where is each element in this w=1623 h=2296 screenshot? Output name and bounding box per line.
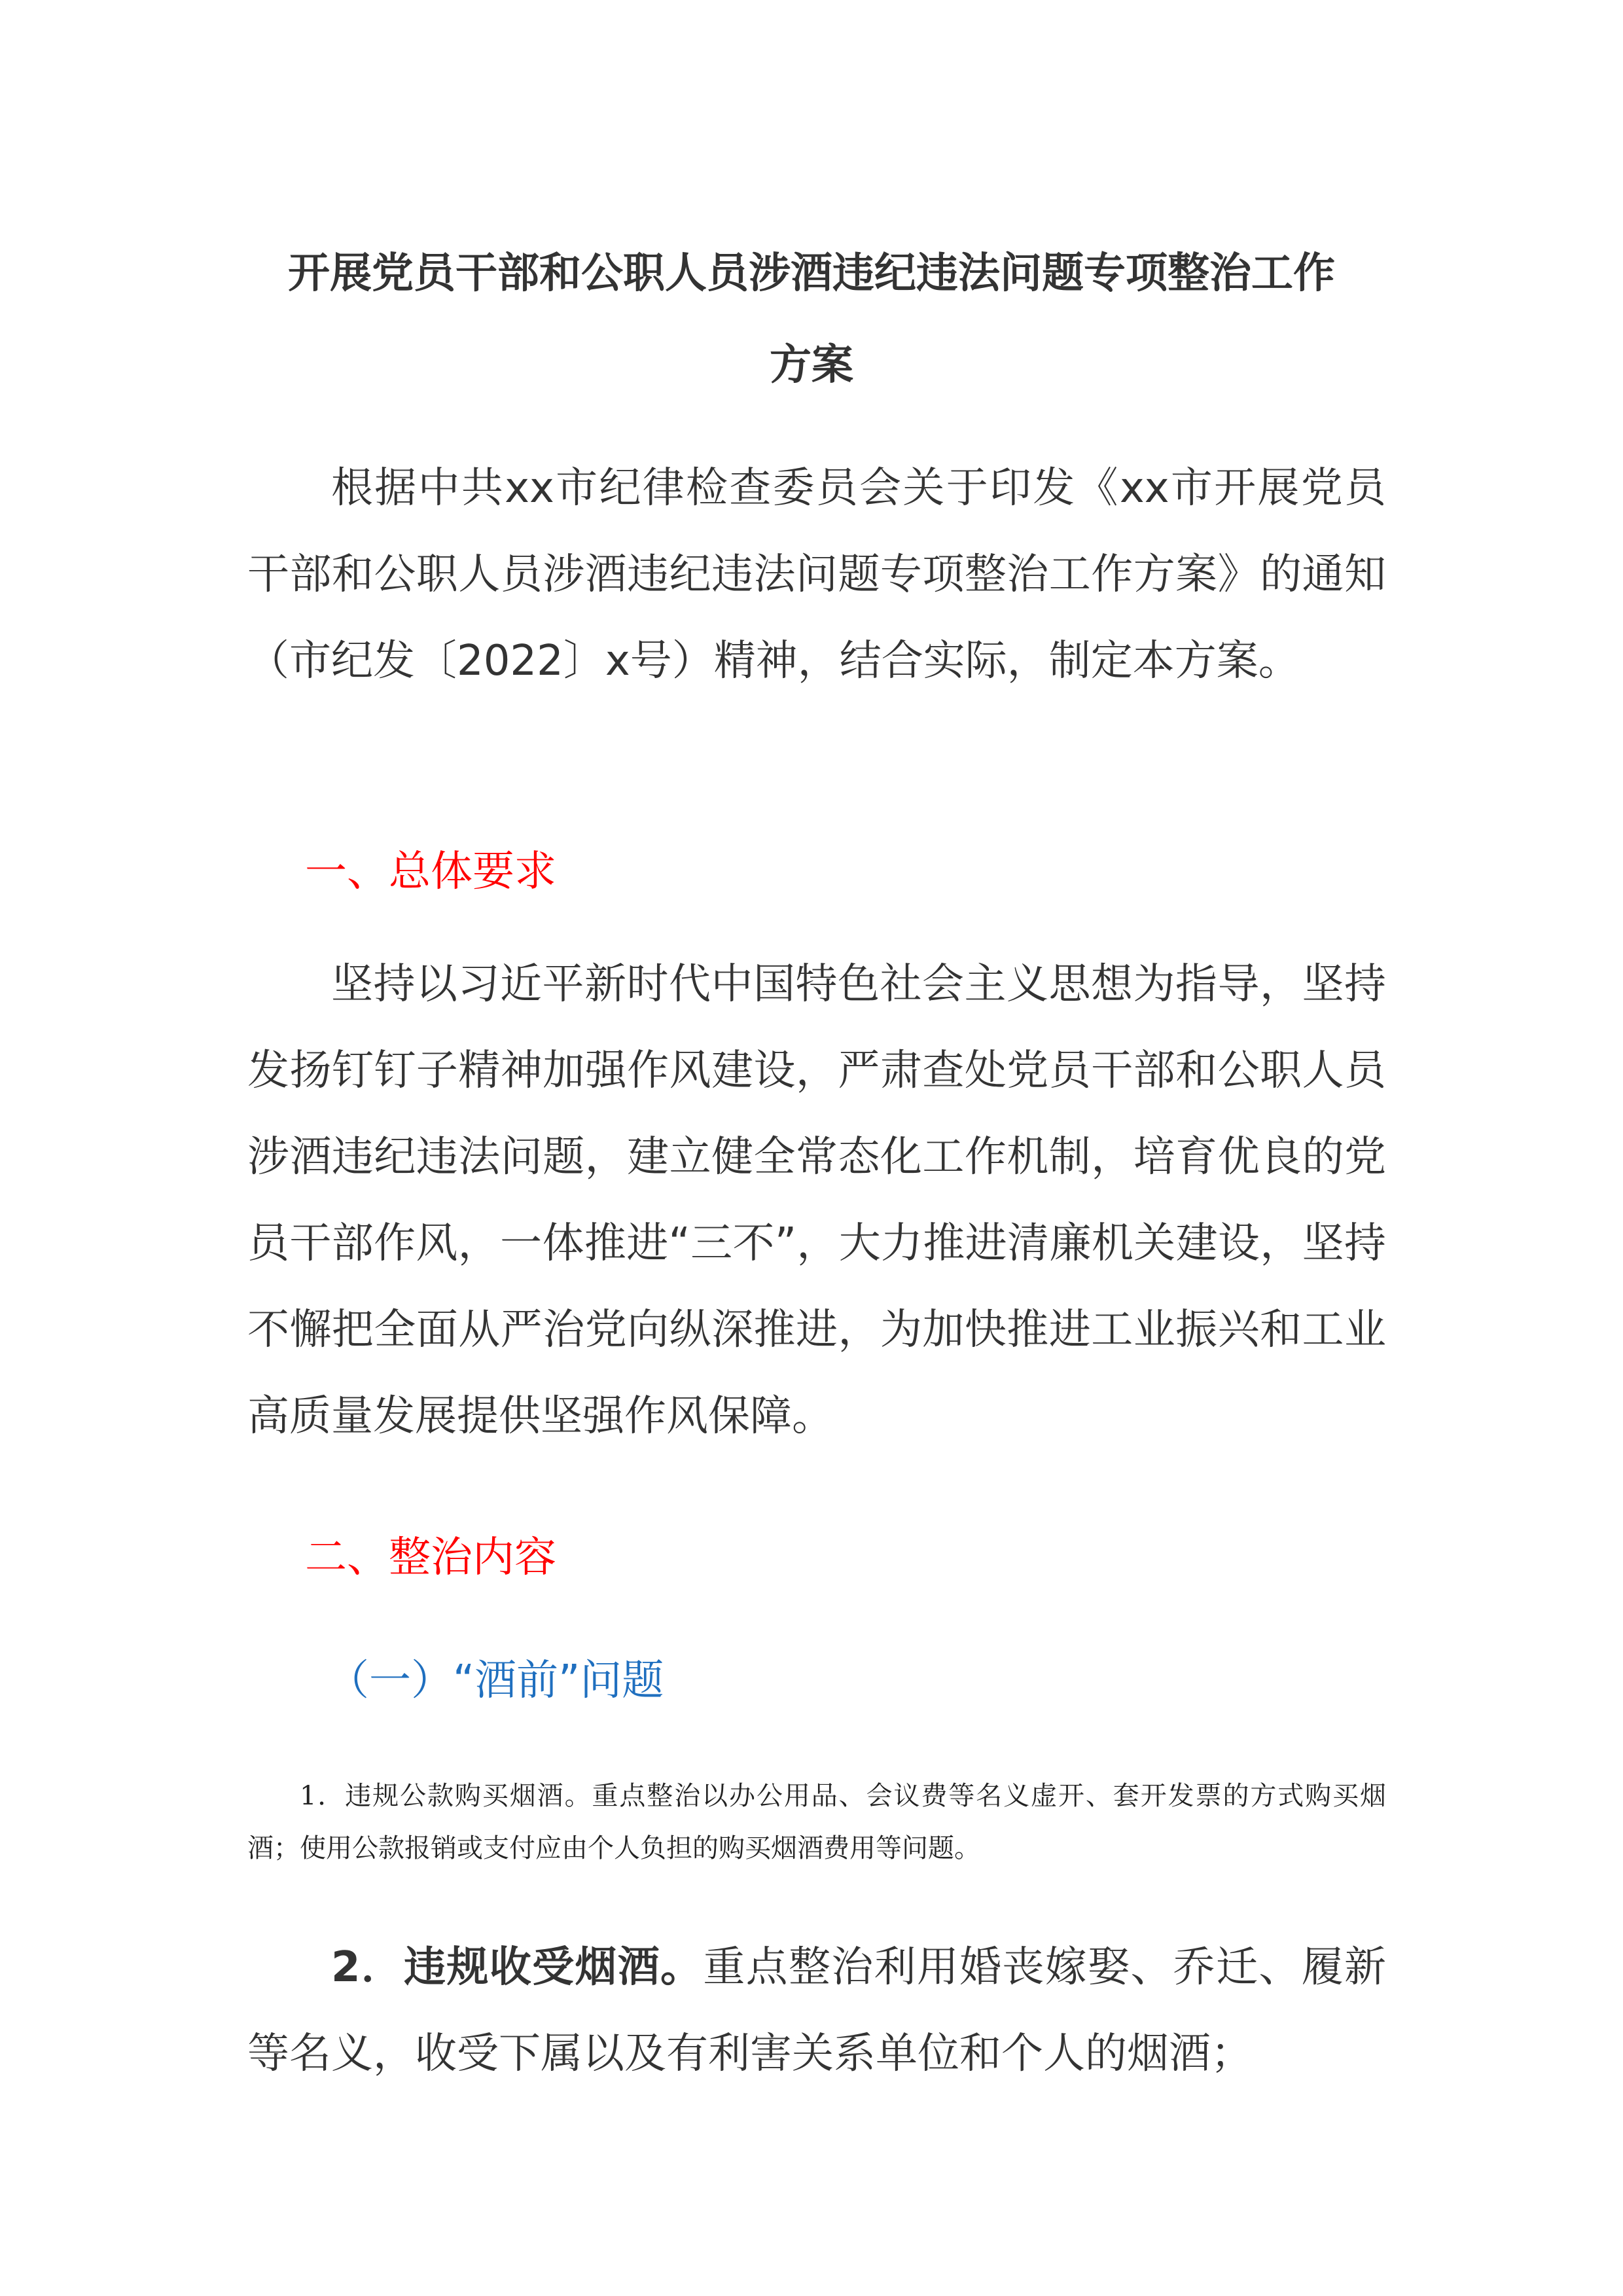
item-2-paragraph — [247, 1924, 1386, 2097]
section-heading-general-requirements: 一、总体要求 — [305, 848, 556, 896]
document-title-line-1: 开展党员干部和公职人员涉酒违纪违法问题专项整治工作 — [288, 249, 1335, 298]
intro-paragraph: 根据中共xx市纪律检查委员会关于印发《xx市开展党员干部和公职人员涉酒违纪违法问题专项整治工作方案》的通知（市纪发〔2022〕x号）精神，结合实际，制定本方案。 — [247, 464, 1386, 685]
item-2-body: 重点整治利用婚丧嫁娶、乔迁、履新等名义，收受下属以及有利害关系单位和个人的烟酒； — [247, 1943, 1387, 2078]
general-requirements-paragraph: 坚持以习近平新时代中国特色社会主义思想为指导，坚持发扬钉钉子精神加强作风建设，严肃查处党员干部和公职人员涉酒违纪违法问题，建立健全常态化工作机制，培育优良的党员干部作风，一体推进“三不”，大力推进清廉机关建设，坚持不懈把全面从严治党向纵深推进，为加快推进工业振兴和工业高质量发展提供坚强作风保障。 — [247, 960, 1386, 1441]
item-2-lead: 2．违规收受烟酒。 — [331, 1943, 704, 1992]
document-title-line-2: 方案 — [770, 341, 853, 389]
subsection-heading-pre-drinking: （一）“酒前”问题 — [327, 1657, 664, 1705]
section-heading-rectification-content: 二、整治内容 — [305, 1534, 556, 1582]
item-1-paragraph: 1．违规公款购买烟酒。重点整治以办公用品、会议费等名义虚开、套开发票的方式购买烟酒；使用公款报销或支付应由个人负担的购买烟酒费用等问题。 — [247, 1781, 1386, 1863]
